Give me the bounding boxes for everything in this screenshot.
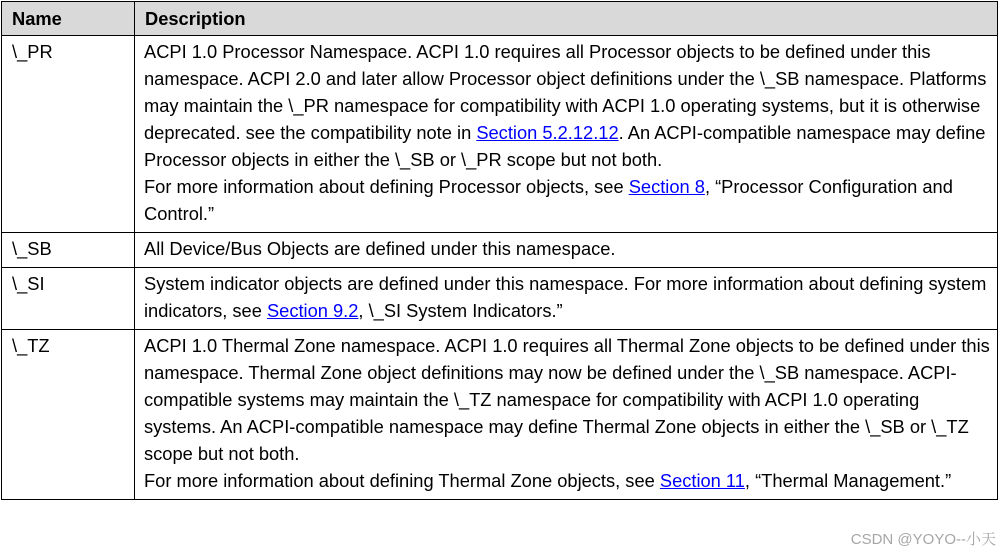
section-link[interactable]: Section 9.2 [266,300,359,321]
namespace-table [1,1,998,500]
description-text: All Device/Bus Objects are defined under this namespace. [144,238,616,259]
namespace-name: \_PR [2,36,135,233]
description-paragraph [144,38,991,173]
description-text: ACPI 1.0 Thermal Zone namespace. ACPI 1.0 requires all Thermal Zone objects to be defined under this namespace. Thermal Zone object definitions may now be defined under the \_SB namespace. ACPI-compatible systems may maintain the \_TZ namespace for compatibility with ACPI 1.0 operating systems. An ACPI-compatible namespace may define Thermal Zone objects in either the \_SB or \_TZ scope but not both. [144,335,990,464]
namespace-description [135,36,998,233]
description-text: . An ACPI-compatible namespace may define Processor objects in either the \_SB or \_PR scope but not both. [144,122,986,170]
namespace-name: \_SI [2,268,135,330]
section-link[interactable]: Section 8 [628,176,705,197]
description-text: System indicator objects are defined under this namespace. For more information about defining system indicators, see [144,273,987,321]
table-row [2,36,998,233]
description-paragraph [144,467,991,494]
namespace-name: \_TZ [2,330,135,500]
description-paragraph [144,270,991,324]
watermark-text: CSDN @YOYO--小天 [850,531,996,548]
table-header-row [2,2,998,36]
namespace-description [135,268,998,330]
table-row [2,268,998,330]
section-link[interactable]: Section 11 [659,470,745,491]
description-text: For more information about defining Thermal Zone objects, see [144,470,660,491]
description-text: For more information about defining Processor objects, see [144,176,629,197]
description-text: , “Thermal Management.” [744,470,952,491]
description-text: , \_SI System Indicators.” [358,300,563,321]
table-row [2,233,998,268]
section-link[interactable]: Section 5.2.12.12 [476,122,619,143]
namespace-description [135,330,998,500]
description-paragraph [144,235,991,262]
description-column-header: Description [135,2,998,36]
namespace-description [135,233,998,268]
description-paragraph [144,332,991,467]
name-column-header: Name [2,2,135,36]
description-text: , “Processor Configuration and Control.” [144,176,953,224]
namespace-name: \_SB [2,233,135,268]
table-row [2,330,998,500]
description-text: ACPI 1.0 Processor Namespace. ACPI 1.0 requires all Processor objects to be defined under this namespace. ACPI 2.0 and later allow Processor object definitions under the \_SB namespace. Platforms may maintain the \_PR namespace for compatibility with ACPI 1.0 operating systems, but it is otherwise deprecated. see the compatibility note in [144,41,987,143]
description-paragraph [144,173,991,227]
